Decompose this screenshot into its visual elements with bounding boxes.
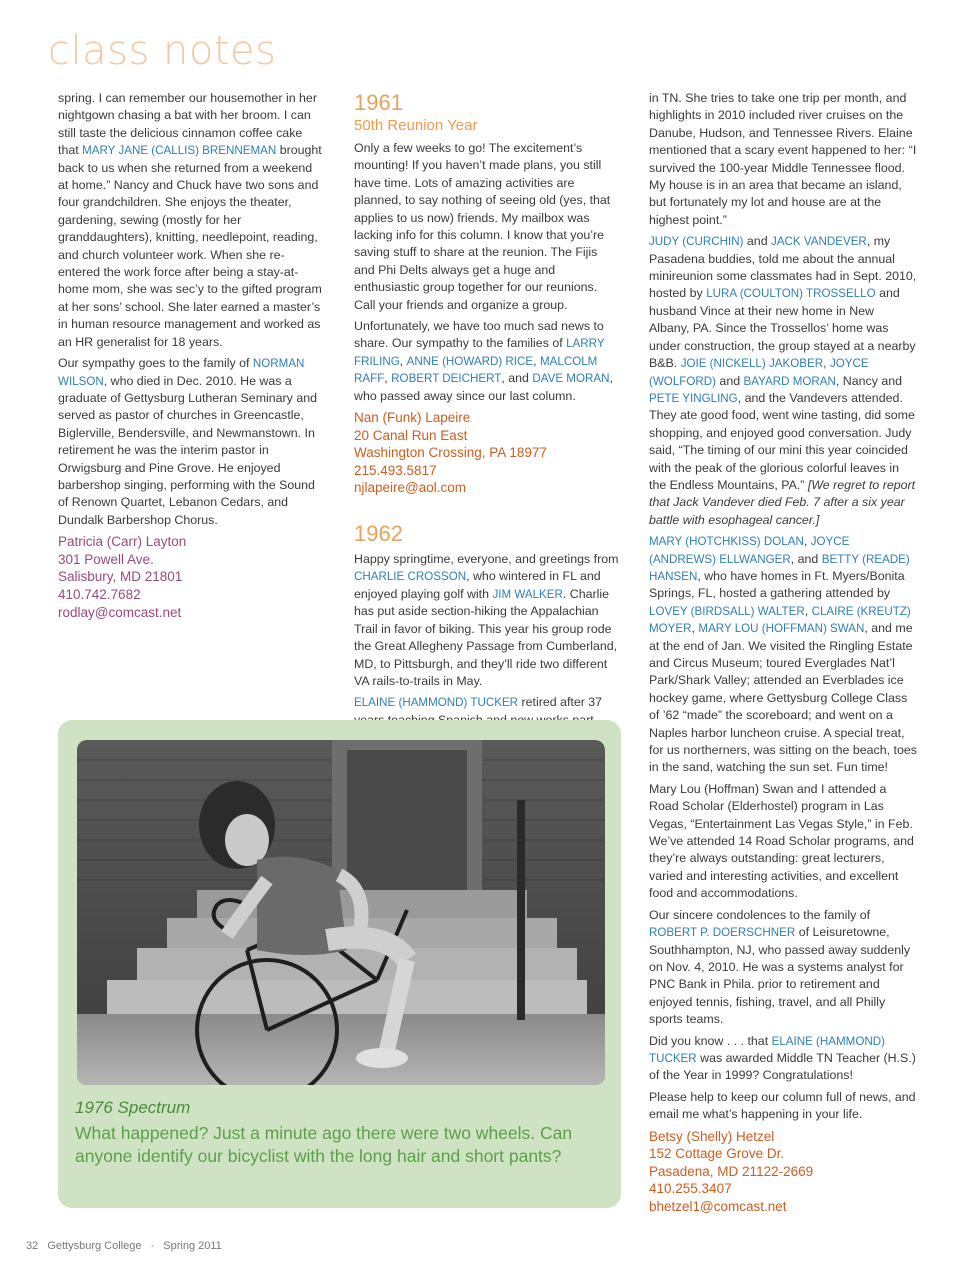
class-year-heading: 1961 — [354, 90, 403, 115]
correspondent-phone: 410.255.3407 — [649, 1181, 732, 1197]
footer-separator: · — [150, 1240, 155, 1252]
photo-caption-title: 1976 Spectrum — [75, 1098, 191, 1117]
paragraph: Our sincere condolences to the family of ROBERT P. DOERSCHNER of Leisuretowne, Southhampton, NJ, who passed away suddenly on Nov. 4, 2010. He was a systems analyst for PNC Bank in Phila. prior to retirement and enjoyed tennis, fishing, travel, and all Philly sports teams. — [649, 907, 911, 1027]
classmate-name: JOYCE (ANDREWS) ELLWANGER — [649, 535, 850, 566]
classmate-name: PETE YINGLING — [649, 391, 738, 405]
correspondent-street: 301 Powell Ave. — [58, 551, 154, 567]
correspondent-name: Nan (Funk) Lapeire — [354, 410, 471, 426]
classmate-name: LOVEY (BIRDSALL) WALTER — [649, 604, 805, 618]
class-year-heading: 1962 — [354, 521, 403, 547]
section-title: class notes — [48, 28, 277, 74]
column-2 — [354, 90, 619, 768]
paragraph: ELAINE (HAMMOND) TUCKER retired after 37 — [354, 695, 603, 710]
correspondent-phone: 410.742.7682 — [58, 586, 141, 602]
column-1 — [58, 90, 323, 625]
paragraph: Our sympathy goes to the family of NORMAN WILSON, who died in Dec. 2010. He was a graduate of Gettysburg Lutheran Seminary and served as pastor of churches in Greencastle, Biglerville, Bendersville, and Newmanstown. In retirement he was the interim pastor in Orwigsburg and Pine Grove. He enjoyed barbershop singing, performing with the Sound of Renown Quartet, Lebanon Cedars, and Dundalk Barbershop Chorus. — [58, 356, 317, 527]
page-footer — [26, 1240, 228, 1252]
classmate-name: BETTY (READE) HANSEN — [649, 552, 910, 583]
paragraph: Only a few weeks to go! The excitement’s mounting! If you haven’t made plans, you still have time. Lots of amazing activities are planned, to say nothing of seeing old (yes, that applies to us now) friends. My mailbox was lacking info for this column. I know that you’re saving stuff to share at the reunion. The Fijis and Phi Delts always get a huge and enthusiastic group together for our reunions. Call your friends and organize a group. — [354, 141, 611, 312]
correspondent-street: 20 Canal Run East — [354, 427, 468, 443]
correspondent-name: Patricia (Carr) Layton — [58, 534, 187, 550]
paragraph: Please help to keep our column full of news, and email me what’s happening in your life. — [649, 1089, 916, 1122]
correspondent-email[interactable]: njlapeire@aol.com — [354, 480, 467, 496]
correspondent-city: Salisbury, MD 21801 — [58, 569, 183, 585]
column-3 — [649, 90, 917, 1220]
editor-note: [We regret to report that Jack Vandever died Feb. 7 after a six year battle with esophageal cancer.] — [649, 477, 916, 527]
classmate-name: MARY (HOTCHKISS) DOLAN — [649, 535, 804, 549]
publication-name: Gettysburg College — [47, 1240, 142, 1252]
classmate-name: MARY JANE (CALLIS) BRENNEMAN — [82, 144, 277, 158]
paragraph: Happy springtime, everyone, and greetings from CHARLIE CROSSON, who wintered in FL and enjoyed playing golf with JIM WALKER. Charlie has put aside section-hiking the Appalachian Trail in favor of biking. This year his group rode the Great Allegheny Passage from Cumberland, MD, to Pittsburgh, and they’ll ride two different VA rails-to-trails in May. — [354, 552, 619, 688]
classmate-name: CHARLIE CROSSON — [354, 570, 467, 584]
paragraph: Unfortunately, we have too much sad news to share. Our sympathy to the families of LARRY FRILING, ANNE (HOWARD) RICE, MALCOLM RAFF, ROBERT DEICHERT, and DAVE MORAN, who passed away since our last column. — [354, 319, 613, 403]
correspondent-street: 152 Cottage Grove Dr. — [649, 1146, 785, 1162]
page-number: 32 — [26, 1240, 39, 1252]
issue-date: Spring 2011 — [163, 1240, 222, 1252]
paragraph: MARY (HOTCHKISS) DOLAN, JOYCE (ANDREWS) ELLWANGER, and BETTY (READE) HANSEN, who have homes in Ft. Myers/Bonita Springs, FL, hosted a gathering attended by LOVEY (BIRDSALL) WALTER, CLAIRE (KREUTZ) MOYER, MARY LOU (HOFFMAN) SWAN, and me at the end of Jan. We visited the Ringling Estate and Circus Museum; toured Everglades Nat’l Park/Shark Valley; attended an Everblades ice hockey game, where Gettysburg College Class of ’62 “made” the scoreboard; and went on a Naples harbor luncheon cruise. A special treat, for us northerners, was sitting on the beach, toes in the sand, watching the sun set. Fun time! — [649, 534, 917, 775]
classmate-name: LURA (COULTON) TROSSELLO — [706, 287, 876, 301]
correspondent-signature — [354, 409, 619, 497]
paragraph: spring. I can remember our housemother in her nightgown chasing a bat with her broom. I can still taste the delicious cinnamon coffee cake that MARY JANE (CALLIS) BRENNEMAN brought back to us when she returned from a weekend at home.” Nancy and Chuck have two sons and four grandchildren. She enjoys the theater, gardening, sewing (mostly for her granddaughters), knitting, needlepoint, reading, and church volunteer work. When she re-entered the work force after being a stay-at-home mom, she was sec’y to the gifted program at her sons’ school. She later earned a master’s in human resource management and worked as an HR generalist for 18 years. — [58, 91, 322, 349]
classmate-name: ANNE (HOWARD) RICE — [406, 354, 534, 368]
classmate-name: JIM WALKER — [492, 587, 563, 601]
classmate-name: ROBERT P. DOERSCHNER — [649, 926, 796, 940]
classmate-name: CLAIRE (KREUTZ) MOYER — [649, 604, 911, 636]
correspondent-email[interactable]: bhetzel1@comcast.net — [649, 1198, 787, 1214]
classmate-name: MARY LOU (HOFFMAN) SWAN — [698, 622, 865, 636]
classmate-name: ELAINE (HAMMOND) TUCKER — [649, 1034, 885, 1065]
correspondent-signature — [649, 1128, 917, 1216]
classmate-name: DAVE MORAN — [532, 372, 610, 386]
classmate-name: JOYCE (WOLFORD) — [649, 357, 869, 388]
correspondent-email[interactable]: rodlay@comcast.net — [58, 604, 182, 620]
paragraph: JUDY (CURCHIN) and JACK VANDEVER, my Pasadena buddies, told me about the annual minireunion some classmates had in Sept. 2010, hosted by LURA (COULTON) TROSSELLO and husband Vince at their new home in New Albany, PA. Since the Trossellos’ home was under construction, the group stayed at a nearby B&B. JOIE (NICKELL) JAKOBER, JOYCE (WOLFORD) and BAYARD MORAN, Nancy and PETE YINGLING, and the Vandevers attended. They ate good food, went wine tasting, did some shopping, and enjoyed good conversation. Judy said, “The timing of our mini this year coincided with the peak of the glorious colorful leaves in the Endless Mountains, PA.” [We regret to report that Jack Vandever died Feb. 7 after a six year battle with esophageal cancer.] — [649, 234, 917, 527]
bicyclist-photo-illustration — [77, 740, 605, 1085]
correspondent-city: Pasadena, MD 21122-2669 — [649, 1163, 814, 1179]
paragraph: in TN. She tries to take one trip per month, and highlights in 2010 included river cruises on the Danube, Hudson, and Tennessee Rivers. Elaine mentioned that a scary event happened to her: “I survived the 100-year Middle Tennessee flood. My house is in an area that became an island, but fortunately my lot and house are at the highest point.” — [649, 91, 917, 227]
correspondent-phone: 215.493.5817 — [354, 462, 437, 478]
classmate-name: LARRY FRILING — [354, 337, 605, 368]
classmate-name: JUDY (CURCHIN) — [649, 235, 744, 249]
paragraph: Did you know . . . that ELAINE (HAMMOND) TUCKER was awarded Middle TN Teacher (H.S.) of the Year in 1999? Congratulations! — [649, 1033, 916, 1083]
correspondent-city: Washington Crossing, PA 18977 — [354, 445, 547, 461]
classmate-name: MALCOLM RAFF — [354, 354, 598, 386]
class-year-subheading: 50th Reunion Year — [354, 117, 478, 134]
classmate-name: JACK VANDEVER — [771, 235, 867, 249]
photo-caption: What happened? Just a minute ago there were two wheels. Can anyone identify our bicyclist with the long hair and short pants? — [75, 1123, 573, 1166]
classmate-name: JOIE (NICKELL) JAKOBER — [680, 357, 824, 371]
correspondent-name: Betsy (Shelly) Hetzel — [649, 1128, 775, 1144]
classmate-name: NORMAN WILSON — [58, 357, 305, 388]
classmate-name: ELAINE (HAMMOND) TUCKER — [354, 696, 519, 710]
classmate-name: ROBERT DEICHERT — [391, 372, 502, 386]
paragraph: Mary Lou (Hoffman) Swan and I attended a Road Scholar (Elderhostel) program in Las Vegas, “Entertainment Las Vegas Style,” in Feb. We’ve attended 14 Road Scholar programs, and they’re always outstanding: great lecturers, varied and interesting activities, and excellent food and accommodations. — [649, 781, 914, 901]
correspondent-signature — [58, 533, 323, 621]
classmate-name: BAYARD MORAN — [743, 374, 836, 388]
bicyclist-photo — [77, 740, 605, 1085]
